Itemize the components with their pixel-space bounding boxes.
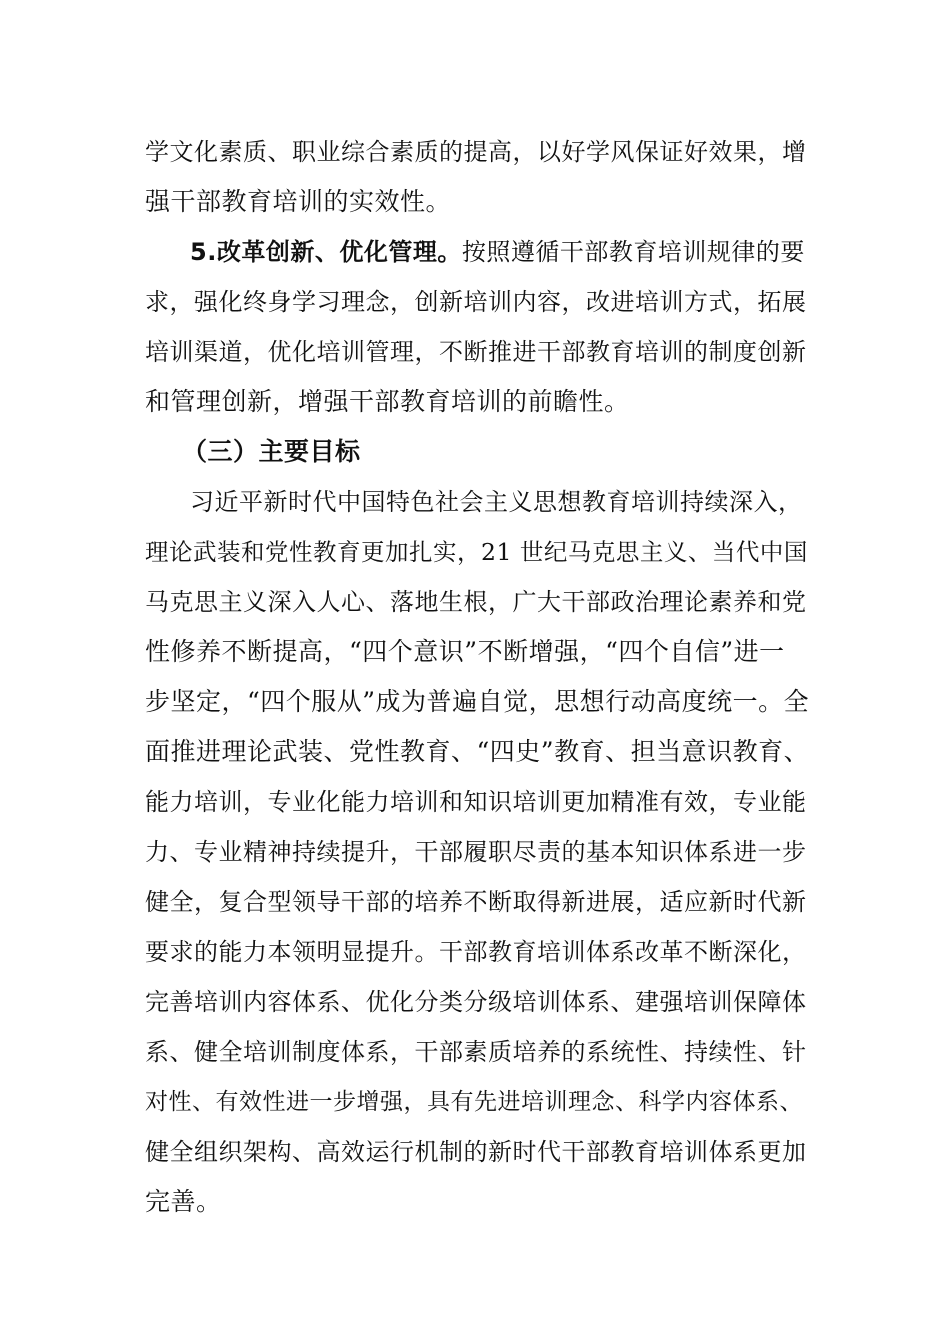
paragraph-line: 和管理创新，增强干部教育培训的前瞻性。 bbox=[145, 387, 630, 416]
paragraph-text: 按照遵循干部教育培训规律的要 bbox=[461, 238, 805, 266]
paragraph-line: 马克思主义深入人心、落地生根，广大干部政治理论素养和党 bbox=[145, 588, 807, 616]
item-heading: 5.改革创新、优化管理。 bbox=[190, 238, 462, 266]
section-heading: （三）主要目标 bbox=[182, 437, 361, 466]
paragraph-first-line bbox=[190, 237, 805, 267]
paragraph-line: 理论武装和党性教育更加扎实，21 世纪马克思主义、当代中国 bbox=[145, 538, 808, 566]
paragraph-line: 对性、有效性进一步增强，具有先进培训理念、科学内容体系、 bbox=[145, 1089, 803, 1115]
paragraph-line: 系、健全培训制度体系，干部素质培养的系统性、持续性、针 bbox=[145, 1038, 807, 1066]
paragraph-line: 性修养不断提高，“四个意识”不断增强，“四个自信”进一 bbox=[145, 637, 785, 666]
paragraph-line: 习近平新时代中国特色社会主义思想教育培训持续深入， bbox=[190, 488, 803, 516]
paragraph-line: 完善培训内容体系、优化分类分级培训体系、建强培训保障体 bbox=[145, 988, 807, 1016]
paragraph-line: 面推进理论武装、党性教育、“四史”教育、担当意识教育、 bbox=[145, 737, 810, 766]
paragraph-line: 步坚定，“四个服从”成为普遍自觉，思想行动高度统一。全 bbox=[145, 687, 810, 716]
paragraph-line: 力、专业精神持续提升，干部履职尽责的基本知识体系进一步 bbox=[145, 838, 807, 866]
paragraph-line: 要求的能力本领明显提升。干部教育培训体系改革不断深化， bbox=[145, 938, 807, 966]
paragraph-line: 强干部教育培训的实效性。 bbox=[145, 187, 452, 216]
paragraph-line: 能力培训，专业化能力培训和知识培训更加精准有效，专业能 bbox=[145, 788, 807, 816]
paragraph-line: 求，强化终身学习理念，创新培训内容，改进培训方式，拓展 bbox=[145, 288, 807, 316]
paragraph-line: 完善。 bbox=[145, 1187, 222, 1216]
paragraph-line: 健全组织架构、高效运行机制的新时代干部教育培训体系更加 bbox=[145, 1138, 807, 1166]
paragraph-line: 培训渠道，优化培训管理，不断推进干部教育培训的制度创新 bbox=[145, 338, 807, 366]
paragraph-line: 健全，复合型领导干部的培养不断取得新进展，适应新时代新 bbox=[145, 888, 807, 916]
paragraph-line: 学文化素质、职业综合素质的提高，以好学风保证好效果，增 bbox=[145, 138, 807, 166]
